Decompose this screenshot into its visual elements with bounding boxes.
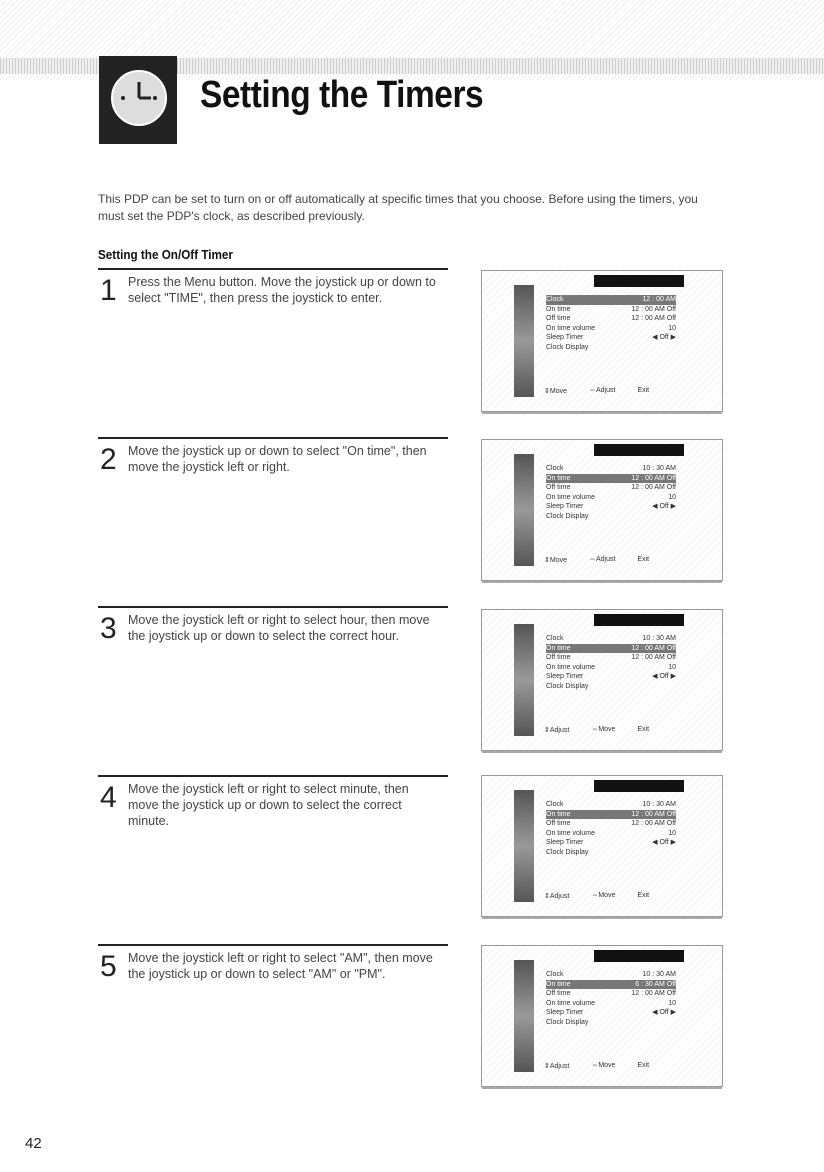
intro-paragraph: This PDP can be set to turn on or off automatically at specific times that you choose. Before using the timers, you must set the PDP's clock, as described previously.	[98, 192, 698, 223]
osd-footer-item: ⇕Move	[544, 557, 567, 564]
osd-row	[546, 1008, 676, 1018]
osd-footer	[544, 1062, 694, 1070]
osd-row-value: ◀ Off ▶	[652, 1009, 676, 1017]
osd-row	[546, 493, 676, 503]
osd-row-value: 10	[668, 324, 676, 332]
page-title: Setting the Timers	[200, 74, 484, 116]
osd-row-label: Clock Display	[546, 343, 589, 351]
osd-row-label: On time volume	[546, 829, 596, 837]
osd-row-label: Clock	[546, 801, 564, 808]
osd-row-label: Clock	[546, 635, 564, 642]
screen-underline	[482, 917, 722, 919]
osd-row	[546, 464, 676, 474]
osd-row-value: 12 : 00 AM Off	[631, 644, 676, 652]
osd-row-value: 10 : 30 AM	[642, 635, 676, 642]
osd-row	[546, 980, 676, 990]
osd-menu	[546, 295, 676, 353]
osd-row-value: 12 : 00 AM	[642, 296, 676, 303]
step-rule	[98, 775, 448, 777]
clock-face	[111, 70, 167, 126]
osd-title-bar	[594, 950, 684, 962]
osd-row	[546, 474, 676, 484]
osd-row	[546, 838, 676, 848]
osd-menu-icons	[514, 454, 534, 566]
osd-row-label: Sleep Timer	[546, 334, 584, 342]
osd-row-value: ◀ Off ▶	[652, 334, 676, 342]
step-5	[98, 944, 448, 983]
screen-underline	[482, 1087, 722, 1089]
step-rule	[98, 606, 448, 608]
osd-title-bar	[594, 614, 684, 626]
step-text: Press the Menu button. Move the joystick up or down to select "TIME", then press the joystick to enter.	[128, 275, 436, 305]
osd-footer-item: ⇔Adjust	[588, 387, 616, 394]
osd-menu-icons	[514, 285, 534, 397]
osd-row-value: 12 : 00 AM Off	[631, 654, 676, 662]
screen-underline	[482, 412, 722, 414]
osd-footer-item: ⇔Move	[591, 726, 616, 733]
osd-row-value: 10 : 30 AM	[642, 465, 676, 472]
osd-row-value: 10	[668, 999, 676, 1007]
clock-icon	[99, 56, 177, 144]
osd-menu-icons	[514, 960, 534, 1072]
osd-row	[546, 848, 676, 858]
osd-row-label: Sleep Timer	[546, 1009, 584, 1017]
page-number: 42	[25, 1135, 42, 1152]
step-text: Move the joystick up or down to select "On time", then move the joystick left or right.	[128, 444, 427, 474]
osd-footer-item: Exit	[637, 892, 650, 899]
osd-row	[546, 653, 676, 663]
osd-row-label: Clock Display	[546, 512, 589, 520]
osd-screen-2	[481, 439, 723, 581]
osd-row-label: Clock Display	[546, 1018, 589, 1026]
osd-row-label: On time volume	[546, 999, 596, 1007]
osd-row-label: Off time	[546, 484, 571, 492]
osd-row-value: 12 : 00 AM Off	[631, 484, 676, 492]
osd-menu-icons	[514, 790, 534, 902]
osd-footer-item: Exit	[637, 1062, 650, 1069]
osd-footer	[544, 892, 694, 900]
osd-row-label: Sleep Timer	[546, 839, 584, 847]
osd-row-value: ◀ Off ▶	[652, 839, 676, 847]
osd-row-value: 10	[668, 829, 676, 837]
step-number: 4	[100, 781, 117, 814]
osd-footer	[544, 556, 694, 564]
osd-menu	[546, 634, 676, 692]
osd-row-label: Off time	[546, 990, 571, 998]
osd-row-label: Sleep Timer	[546, 503, 584, 511]
osd-footer-item: ⇔Move	[591, 1062, 616, 1069]
osd-footer-item: ⇕Move	[544, 388, 567, 395]
osd-row-label: On time	[546, 980, 571, 988]
osd-row-label: Clock	[546, 971, 564, 978]
osd-footer	[544, 387, 694, 395]
osd-row	[546, 324, 676, 334]
osd-row	[546, 1018, 676, 1028]
osd-row-value: 10	[668, 493, 676, 501]
osd-row-label: On time	[546, 644, 571, 652]
osd-row-label: Clock	[546, 465, 564, 472]
osd-row	[546, 295, 676, 305]
osd-footer-item: ⇔Adjust	[588, 556, 616, 563]
osd-row	[546, 800, 676, 810]
osd-title-bar	[594, 275, 684, 287]
step-rule	[98, 437, 448, 439]
step-1	[98, 268, 448, 307]
step-number: 1	[100, 274, 117, 307]
section-heading: Setting the On/Off Timer	[98, 247, 233, 262]
osd-footer-item: ⇔Move	[591, 892, 616, 899]
osd-row-value: 12 : 00 AM Off	[631, 810, 676, 818]
osd-footer-item: Exit	[637, 556, 650, 563]
osd-row-label: On time	[546, 305, 571, 313]
osd-row	[546, 634, 676, 644]
step-2	[98, 437, 448, 476]
step-text: Move the joystick left or right to select hour, then move the joystick up or down to select the correct hour.	[128, 613, 430, 643]
step-rule	[98, 944, 448, 946]
clock-hands-icon	[113, 72, 165, 124]
osd-screen-5	[481, 945, 723, 1087]
osd-title-bar	[594, 444, 684, 456]
osd-row	[546, 819, 676, 829]
osd-row-label: On time volume	[546, 663, 596, 671]
osd-screen-1	[481, 270, 723, 412]
osd-row-value: 10	[668, 663, 676, 671]
osd-row-value: 12 : 00 AM Off	[631, 315, 676, 323]
screen-underline	[482, 581, 722, 583]
step-rule	[98, 268, 448, 270]
osd-footer-item: Exit	[637, 387, 650, 394]
step-text: Move the joystick left or right to select "AM", then move the joystick up or down to select "AM" or "PM".	[128, 951, 433, 981]
osd-row	[546, 305, 676, 315]
osd-row-value: 10 : 30 AM	[642, 801, 676, 808]
osd-screen-4	[481, 775, 723, 917]
osd-title-bar	[594, 780, 684, 792]
osd-footer-item: ⇕Adjust	[544, 727, 570, 734]
osd-row	[546, 663, 676, 673]
osd-row-label: Clock Display	[546, 682, 589, 690]
osd-row-label: On time	[546, 810, 571, 818]
osd-menu	[546, 464, 676, 522]
osd-row	[546, 970, 676, 980]
osd-row-value: 12 : 00 AM Off	[631, 820, 676, 828]
osd-row	[546, 644, 676, 654]
step-4	[98, 775, 448, 828]
osd-row-value: 12 : 00 AM Off	[631, 990, 676, 998]
osd-row	[546, 333, 676, 343]
osd-row-value: 12 : 00 AM Off	[631, 474, 676, 482]
step-text: Move the joystick left or right to select minute, then move the joystick up or down to select the correct minute.	[128, 782, 409, 828]
osd-row	[546, 999, 676, 1009]
osd-row-label: Clock Display	[546, 848, 589, 856]
osd-row-value: ◀ Off ▶	[652, 503, 676, 511]
osd-footer-item: Exit	[637, 726, 650, 733]
step-number: 3	[100, 612, 117, 645]
osd-row	[546, 343, 676, 353]
osd-row	[546, 512, 676, 522]
osd-row-label: On time volume	[546, 324, 596, 332]
osd-menu	[546, 970, 676, 1028]
osd-row-label: Clock	[546, 296, 564, 303]
osd-screen-3	[481, 609, 723, 751]
osd-row-label: Off time	[546, 654, 571, 662]
osd-menu-icons	[514, 624, 534, 736]
osd-row	[546, 502, 676, 512]
osd-row-value: 12 : 00 AM Off	[631, 305, 676, 313]
osd-row-label: Off time	[546, 820, 571, 828]
osd-row	[546, 989, 676, 999]
osd-footer-item: ⇕Adjust	[544, 893, 570, 900]
osd-row	[546, 483, 676, 493]
osd-footer	[544, 726, 694, 734]
screen-underline	[482, 751, 722, 753]
osd-row-label: On time	[546, 474, 571, 482]
osd-row	[546, 672, 676, 682]
osd-row-value: ◀ Off ▶	[652, 673, 676, 681]
osd-row	[546, 314, 676, 324]
osd-footer-item: ⇕Adjust	[544, 1063, 570, 1070]
step-number: 2	[100, 443, 117, 476]
osd-row	[546, 682, 676, 692]
osd-row	[546, 810, 676, 820]
osd-menu	[546, 800, 676, 858]
step-number: 5	[100, 950, 117, 983]
osd-row-value: 10 : 30 AM	[642, 971, 676, 978]
osd-row	[546, 829, 676, 839]
step-3	[98, 606, 448, 645]
osd-row-label: On time volume	[546, 493, 596, 501]
osd-row-label: Off time	[546, 315, 571, 323]
osd-row-label: Sleep Timer	[546, 673, 584, 681]
osd-row-value: 6 : 30 AM Off	[635, 980, 676, 988]
